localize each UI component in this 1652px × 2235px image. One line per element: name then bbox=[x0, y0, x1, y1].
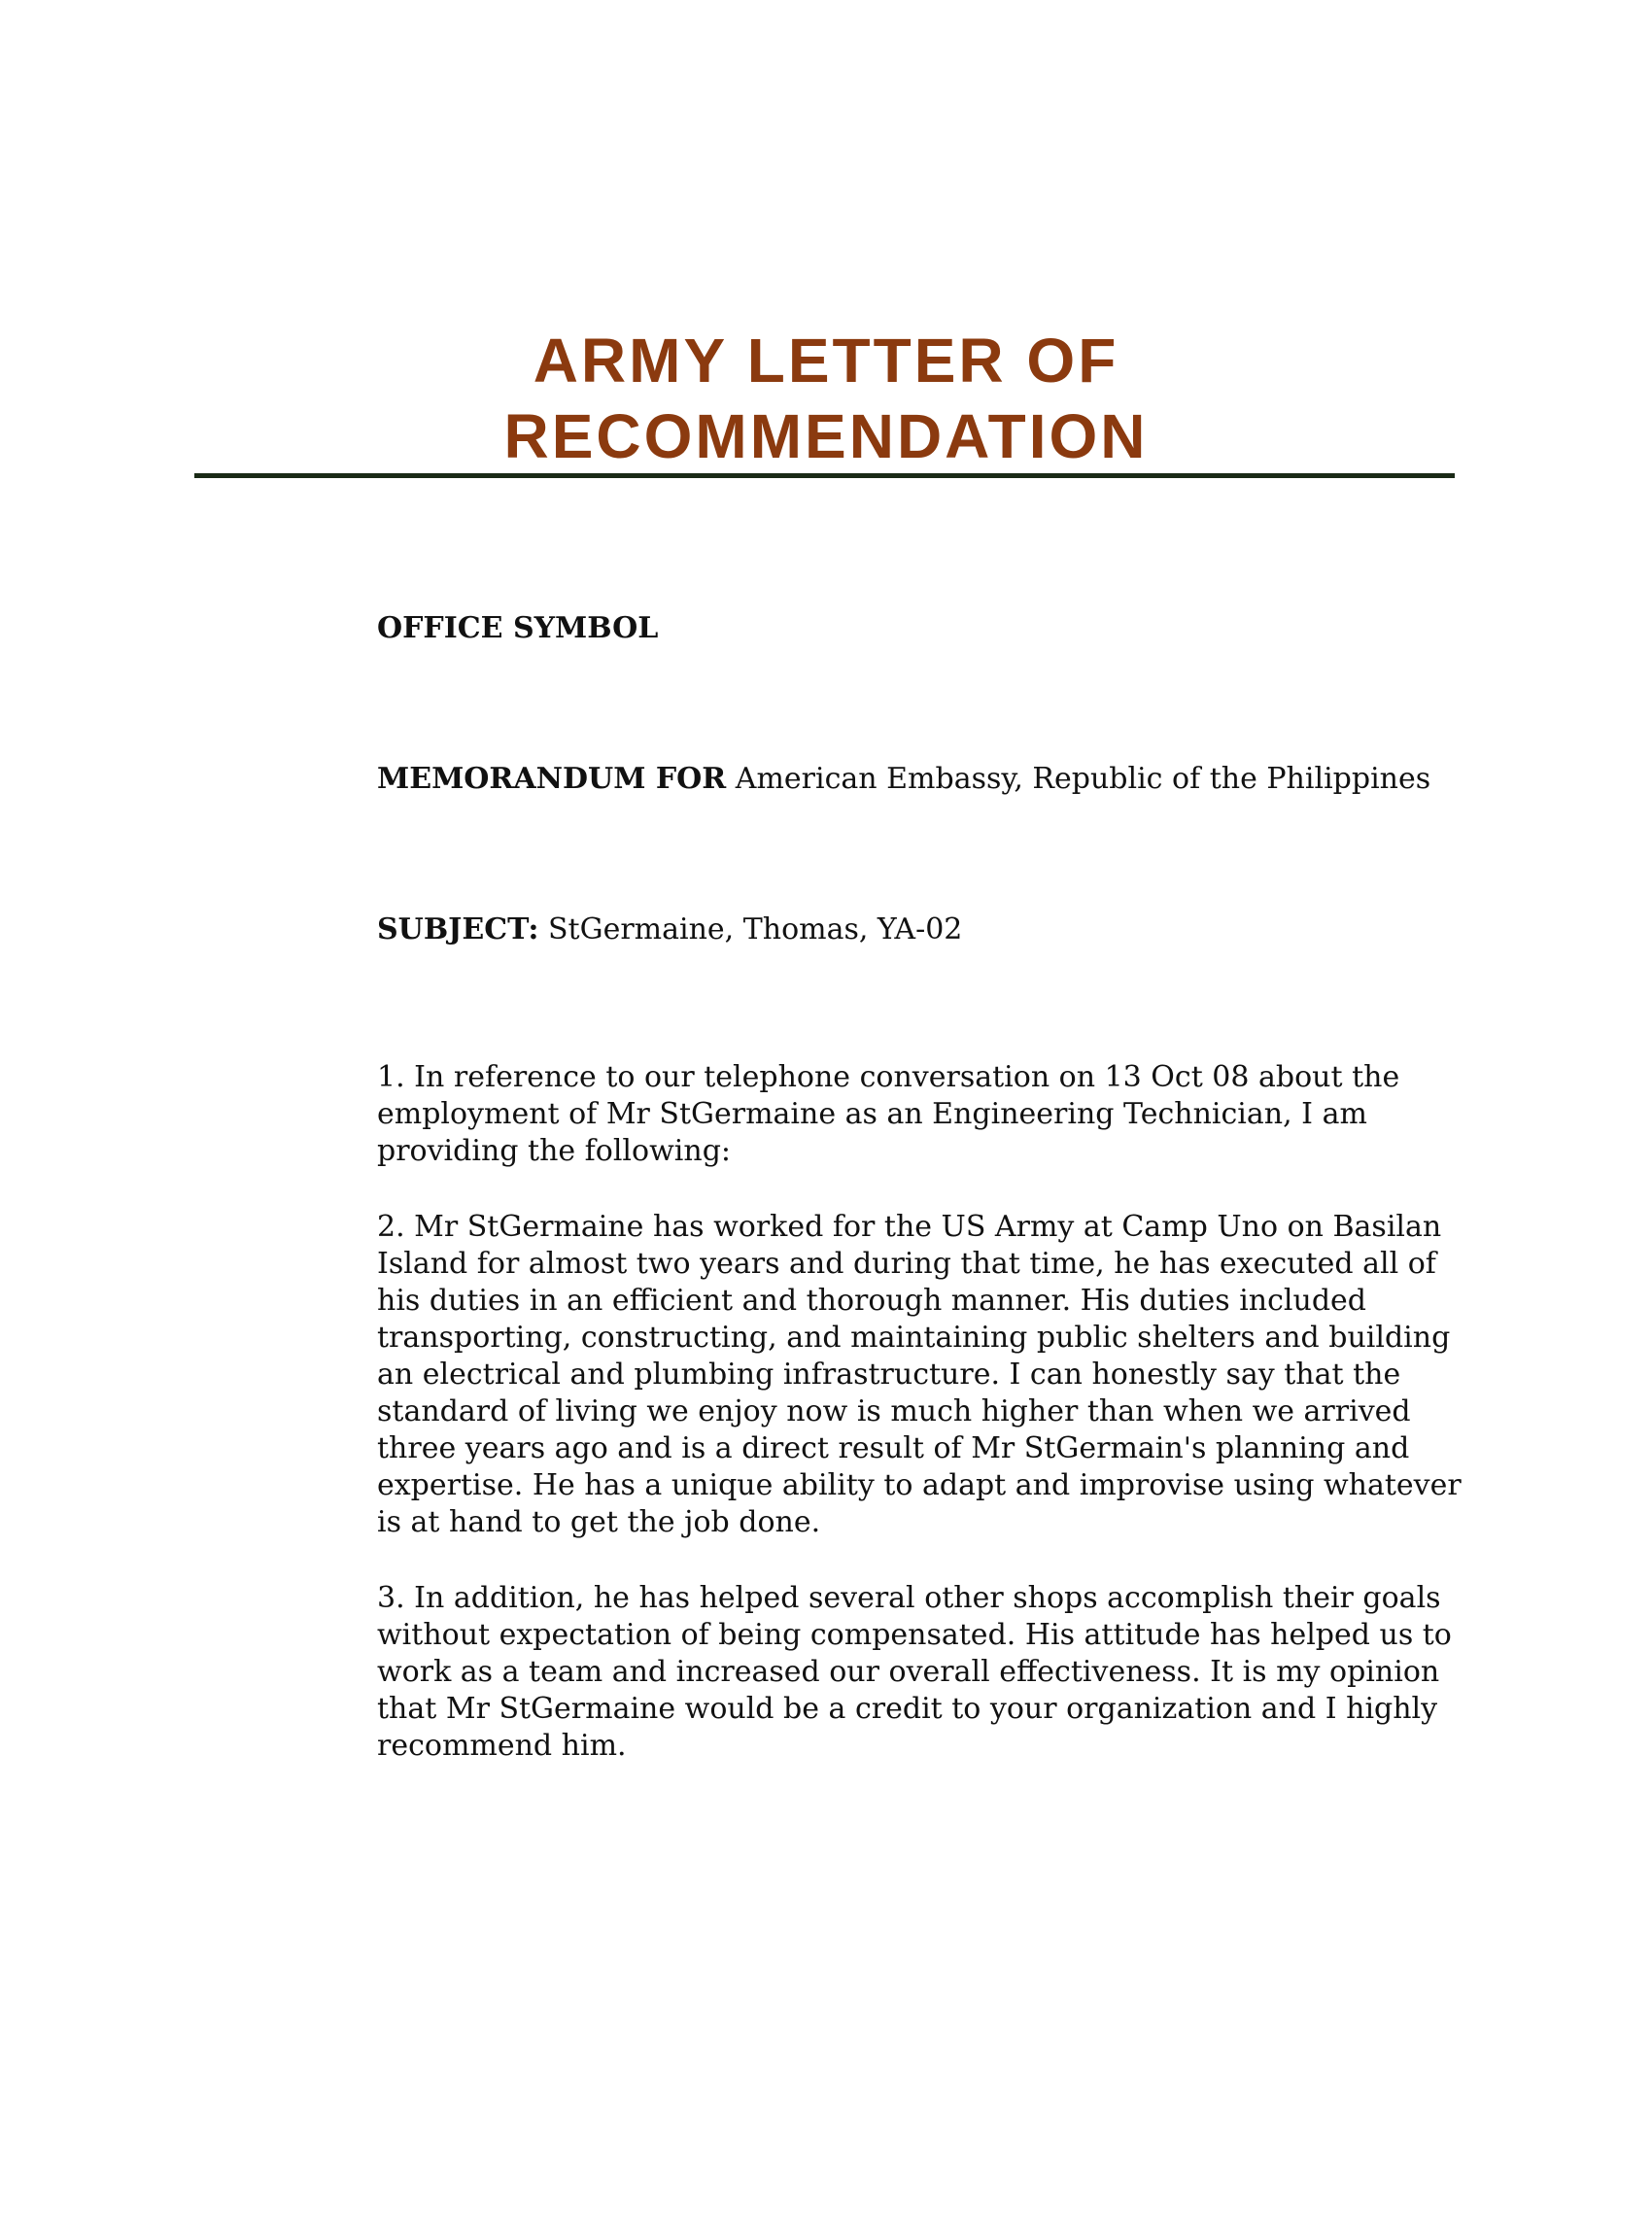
title-line-1: ARMY LETTER OF bbox=[533, 326, 1119, 395]
memorandum-recipient: American Embassy, Republic of the Philippines bbox=[735, 762, 1431, 796]
subject-label: SUBJECT: bbox=[377, 912, 539, 946]
subject-value: StGermaine, Thomas, YA-02 bbox=[548, 912, 963, 946]
memorandum-line bbox=[377, 761, 1475, 798]
title-divider bbox=[194, 473, 1455, 478]
paragraph-3: 3. In addition, he has helped several other shops accomplish their goals without expectation of being compensated. His attitude has helped us to work as a team and increased our overall effectiveness. It is my opinion that Mr StGermaine would be a credit to your organization and I highly recommend him. bbox=[377, 1581, 1452, 1763]
title-line-2: RECOMMENDATION bbox=[503, 401, 1149, 471]
document-title bbox=[0, 323, 1652, 474]
office-symbol: OFFICE SYMBOL bbox=[377, 611, 659, 645]
subject-line bbox=[377, 911, 1475, 948]
memorandum-label: MEMORANDUM FOR bbox=[377, 762, 727, 796]
paragraph-2: 2. Mr StGermaine has worked for the US Army at Camp Uno on Basilan Island for almost two years and during that time, he has executed all of his duties in an efficient and thorough manner. His duties included transporting, constructing, and maintaining public shelters and building an electrical and plumbing infrastructure. I can honestly say that the standard of living we enjoy now is much higher than when we arrived three years ago and is a direct result of Mr StGermain's planning and expertise. He has a unique ability to adapt and improvise using whatever is at hand to get the job done. bbox=[377, 1210, 1462, 1539]
paragraph-1: 1. In reference to our telephone conversation on 13 Oct 08 about the employment of Mr StGermaine as an Engineering Technician, I am providing the following: bbox=[377, 1060, 1400, 1168]
